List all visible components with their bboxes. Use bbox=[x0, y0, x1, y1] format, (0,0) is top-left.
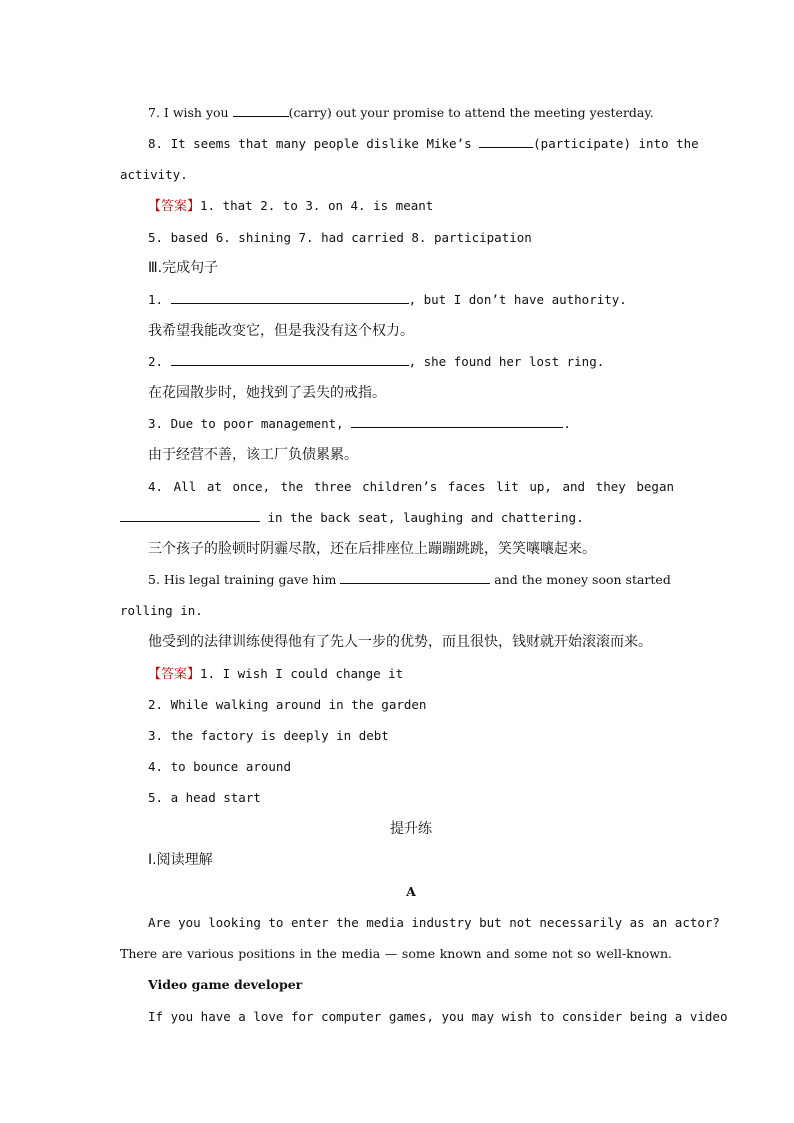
sentence-1 bbox=[148, 290, 674, 310]
sentence-4: 4. All at once, the three children’s faces lit up, and they began bbox=[148, 479, 674, 494]
answer-line: 3. the factory is deeply in debt bbox=[148, 728, 389, 743]
sentence-3-translation: 由于经营不善，该工厂负债累累。 bbox=[148, 447, 358, 463]
section-heading-complete-sentences: Ⅲ.完成句子 bbox=[148, 260, 219, 276]
question-text: . bbox=[563, 416, 571, 431]
answer-key-3 bbox=[148, 664, 674, 685]
passage-paragraph-2: If you have a love for computer games, you may wish to consider being a video bbox=[148, 1009, 728, 1024]
sentence-4-translation: 三个孩子的脸顿时阴霾尽散，还在后排座位上蹦蹦跳跳，笑笑嚷嚷起来。 bbox=[148, 541, 596, 557]
question-text: , but I don’t have authority. bbox=[408, 292, 627, 307]
answer-tag: 【答案】 bbox=[148, 199, 201, 214]
sentence-5-continued: rolling in. bbox=[120, 603, 203, 618]
question-text: (carry) out your promise to attend the meeting yesterday. bbox=[288, 105, 654, 120]
question-text: 5. His legal training gave him bbox=[148, 572, 341, 587]
answer-key-2: 5. based 6. shining 7. had carried 8. participation bbox=[148, 230, 532, 245]
answer-blank[interactable] bbox=[171, 352, 409, 366]
question-7 bbox=[148, 103, 674, 123]
answer-blank[interactable] bbox=[351, 414, 563, 428]
passage-label: A bbox=[406, 884, 416, 899]
question-number: 7. bbox=[148, 105, 164, 120]
sentence-2-translation: 在花园散步时，她找到了丢失的戒指。 bbox=[148, 385, 386, 401]
answer-blank[interactable] bbox=[120, 508, 260, 522]
question-text: I wish you bbox=[163, 105, 233, 120]
passage-subheading: Video game developer bbox=[148, 977, 303, 992]
sentence-4-continued bbox=[120, 508, 674, 528]
question-text: , she found her lost ring. bbox=[408, 354, 605, 369]
question-text: and the money soon started bbox=[490, 572, 671, 587]
question-text: in the back seat, laughing and chattering. bbox=[260, 510, 584, 525]
question-8 bbox=[148, 134, 699, 154]
answer-line: 2. While walking around in the garden bbox=[148, 697, 427, 712]
answer-line: 5. a head start bbox=[148, 790, 261, 805]
question-number: 2. bbox=[148, 354, 171, 369]
question-text: 3. Due to poor management, bbox=[148, 416, 352, 431]
sentence-5 bbox=[148, 570, 674, 590]
question-8-continued: activity. bbox=[120, 167, 188, 182]
answer-blank[interactable] bbox=[479, 134, 533, 148]
answer-text: 1. I wish I could change it bbox=[200, 666, 404, 681]
question-text: 8. It seems that many people dislike Mike’s bbox=[148, 136, 480, 151]
reading-heading: Ⅰ.阅读理解 bbox=[148, 852, 213, 868]
answer-tag: 【答案】 bbox=[148, 667, 201, 682]
passage-paragraph-1-continued: There are various positions in the media — some known and some not so well-known. bbox=[120, 946, 672, 961]
question-number: 1. bbox=[148, 292, 171, 307]
answer-line: 4. to bounce around bbox=[148, 759, 291, 774]
answer-blank[interactable] bbox=[233, 103, 289, 117]
sentence-3 bbox=[148, 414, 674, 434]
sentence-5-translation: 他受到的法律训练使得他有了先人一步的优势，而且很快，钱财就开始滚滚而来。 bbox=[148, 634, 652, 650]
section-title: 提升练 bbox=[390, 821, 432, 837]
sentence-2 bbox=[148, 352, 674, 372]
sentence-1-translation: 我希望我能改变它，但是我没有这个权力。 bbox=[148, 323, 414, 339]
answer-blank[interactable] bbox=[171, 290, 409, 304]
answer-blank[interactable] bbox=[340, 570, 490, 584]
answer-key-1 bbox=[148, 196, 674, 217]
question-text: (participate) into the bbox=[533, 136, 699, 151]
answer-text: 1. that 2. to 3. on 4. is meant bbox=[200, 198, 434, 213]
passage-paragraph-1: Are you looking to enter the media industry but not necessarily as an actor? bbox=[148, 915, 720, 930]
